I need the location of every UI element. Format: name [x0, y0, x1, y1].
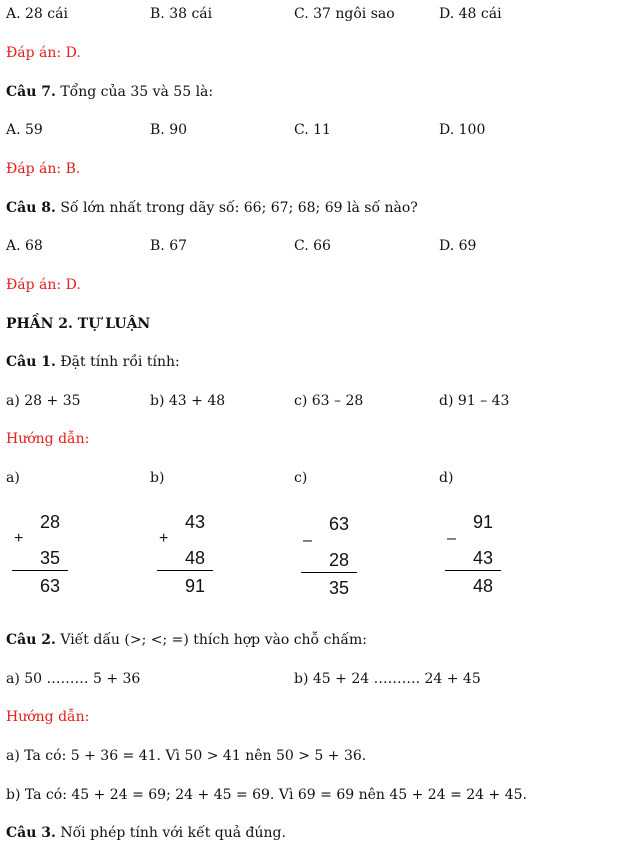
q7-option-b: B. 90 [150, 122, 188, 138]
calc-b-line [157, 570, 213, 571]
q8-option-a: A. 68 [6, 238, 43, 254]
q8-answer: Đáp án: D. [6, 277, 81, 293]
q8-label: Câu 8. [6, 200, 56, 216]
q7-option-c: C. 11 [294, 122, 331, 138]
e1-expr-a: a) 28 + 35 [6, 393, 81, 409]
calc-d-line [445, 570, 501, 571]
e2-solution-a: a) Ta có: 5 + 36 = 41. Vì 50 > 41 nên 50 > 5 + 36. [6, 748, 367, 764]
calc-c-line [301, 572, 357, 573]
q7-option-d: D. 100 [439, 122, 486, 138]
calc-c-result: 35 [328, 578, 349, 598]
calc-b-result: 91 [184, 576, 205, 596]
q6-answer: Đáp án: D. [6, 45, 81, 61]
e2-solution-b: b) Ta có: 45 + 24 = 69; 24 + 45 = 69. Vì 69 = 69 nên 45 + 24 = 24 + 45. [6, 787, 527, 803]
e1-letter-c: c) [294, 470, 308, 486]
e1-letter-d: d) [439, 470, 454, 486]
q8-text: Số lớn nhất trong dãy số: 66; 67; 68; 69 là số nào? [55, 200, 418, 216]
e1-text: Đặt tính rồi tính: [55, 354, 180, 370]
e2-label: Câu 2. [6, 632, 56, 648]
q6-option-d: D. 48 cái [439, 6, 502, 22]
q7-label: Câu 7. [6, 84, 56, 100]
calc-a [12, 512, 68, 602]
q6-option-c: C. 37 ngôi sao [294, 6, 395, 22]
calc-a-result: 63 [39, 576, 60, 596]
e3-text: Nối phép tính với kết quả đúng. [55, 825, 286, 841]
calc-a-top: 28 [39, 512, 60, 532]
e1-letter-a: a) [6, 470, 20, 486]
q7-option-a: A. 59 [6, 122, 43, 138]
calc-b-bottom: 48 [184, 548, 205, 568]
e1-expr-b: b) 43 + 48 [150, 393, 226, 409]
e1-guide: Hướng dẫn: [6, 431, 90, 447]
calc-d-result: 48 [472, 576, 493, 596]
calc-c [301, 514, 357, 604]
calc-a-operator: + [14, 530, 24, 547]
q7-answer: Đáp án: B. [6, 161, 81, 177]
calc-b-top: 43 [184, 512, 205, 532]
calc-d-operator: – [447, 530, 456, 547]
e1-question [6, 354, 180, 370]
e2-item-b: b) 45 + 24 ………. 24 + 45 [294, 671, 481, 687]
calc-a-bottom: 35 [39, 548, 60, 568]
e1-expr-c: c) 63 – 28 [294, 393, 364, 409]
calc-c-operator: – [303, 532, 312, 549]
part2-title: PHẦN 2. TỰ LUẬN [6, 316, 151, 332]
e2-text: Viết dấu (>; <; =) thích hợp vào chỗ chấm: [55, 632, 368, 648]
e3-label: Câu 3. [6, 825, 56, 841]
e2-item-a: a) 50 ……… 5 + 36 [6, 671, 141, 687]
e1-expr-d: d) 91 – 43 [439, 393, 510, 409]
e3-question [6, 825, 286, 841]
e2-question [6, 632, 367, 648]
calc-c-bottom: 28 [328, 550, 349, 570]
q8-option-d: D. 69 [439, 238, 477, 254]
q7-question [6, 84, 213, 100]
q6-option-b: B. 38 cái [150, 6, 213, 22]
calc-a-line [12, 570, 68, 571]
calc-d-bottom: 43 [472, 548, 493, 568]
q8-option-c: C. 66 [294, 238, 331, 254]
q8-option-b: B. 67 [150, 238, 188, 254]
q6-option-a: A. 28 cái [6, 6, 68, 22]
calc-b-operator: + [159, 530, 169, 547]
e2-guide: Hướng dẫn: [6, 709, 90, 725]
calc-c-top: 63 [328, 514, 349, 534]
q7-text: Tổng của 35 và 55 là: [55, 84, 214, 100]
e1-letter-b: b) [150, 470, 165, 486]
q8-question [6, 200, 418, 216]
calc-d [445, 512, 501, 602]
calc-b [157, 512, 213, 602]
calc-d-top: 91 [472, 512, 493, 532]
e1-label: Câu 1. [6, 354, 56, 370]
